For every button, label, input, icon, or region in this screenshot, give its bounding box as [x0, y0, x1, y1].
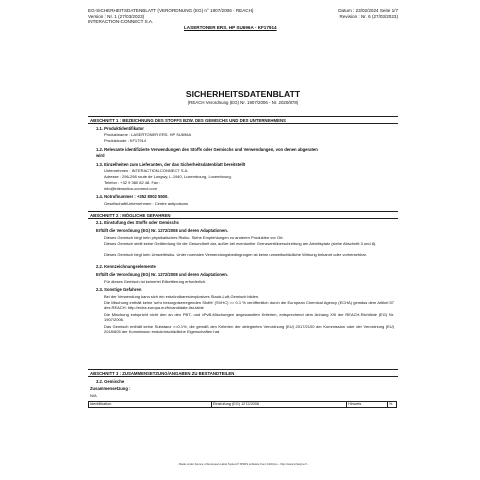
col-note: Hinweis: [347, 402, 388, 408]
section-3-2-heading: 3.2. Gemische: [96, 379, 125, 384]
section-2-2-regulation: Erfüllt die Verordnung (EG) Nr. 1272/2008 und deren Adaptationen.: [96, 272, 229, 277]
col-identification: Identifikation: [89, 402, 212, 408]
section-1-3-heading: 1.3. Einzelheiten zum Lieferanten, der das Sicherheitsdatenblatt bereitstellt: [96, 162, 246, 167]
section-1-2-heading-cont: wird: [96, 153, 105, 158]
environment-risk-text: Dieses Gemisch birgt kein Umweltrisiko. Unter normalen Verwendungsbedingungen ist keine umweltschädliche Wirkung bekannt oder vorhersehbar.: [104, 252, 367, 257]
col-classification: Einstufung (EG) 1272/2008: [212, 402, 347, 408]
section-2-title: ABSCHNITT 2 : MÖGLICHE GEFAHREN: [90, 212, 171, 218]
company-telephone: Telefon : +32 9 380 82 48. Fax : .: [104, 180, 163, 185]
company-address: Adresse : 296-298 route de Longwy, L-1940, Luxembourg, Luxembourg.: [104, 174, 232, 179]
product-code: Produktcode : KF17914: [104, 138, 147, 143]
composition-table: [88, 401, 397, 408]
section-2-heading: [88, 211, 398, 219]
dust-explosion-text: Bei der Verwendung kann sich ein entzündbares/explosives Staub-Luft-Gemisch bilden.: [104, 294, 260, 299]
section-3-title: ABSCHNITT 3 : ZUSAMMENSETZUNG/ANGABEN ZU BESTANDTEILEN: [90, 370, 235, 376]
pbt-vpvb-text: Die Mischung entspricht nicht den an den PBT- und vPvB-Mischungen angewandten Kriterien, entsprechend dem Anhang XIII der REACH-Richtlinie (EG) Nr. 1907/2006.: [104, 312, 394, 322]
page-footer: - Made under licence of European Label System® MSDS software from InfoDyne - http://www.infodyne.fr -: [177, 462, 309, 466]
section-1-1-heading: 1.1. Produktidentifikator: [96, 126, 144, 131]
section-2-2-heading: 2.2. Kennzeichnungselemente: [96, 264, 156, 269]
physical-risk-text: Dieses Gemisch birgt kein physikalisches Risiko. Siehe Empfehlungen zu anderen Produkten vor Ort.: [104, 235, 284, 240]
header-revision: Revision : Nr. 6 (27/03/2023): [339, 13, 398, 19]
document-header-right: [338, 8, 398, 19]
section-1-heading: [88, 116, 398, 124]
emergency-organisation: Gesellschaft/Unternehmen : Centre antipoisons: [104, 201, 189, 206]
labelling-text: Für dieses Gemisch ist keinerlei Etikettierung erforderlich.: [104, 279, 207, 284]
col-percent: %: [388, 402, 397, 408]
company-name: Unternehmen : INTERACTION-CONNECT S.A.: [104, 168, 189, 173]
section-1-2-heading: 1.2. Relevante identifizierte Verwendungen des Stoffs oder Gemischs und Verwendungen, von denen abgeraten: [96, 147, 318, 152]
table-header-row: [89, 402, 397, 408]
company-email[interactable]: info@interaction-connect.com: [104, 186, 157, 191]
document-header-left: [88, 8, 253, 25]
composition-na: N/A: [90, 393, 97, 398]
header-doc-type: EG-SICHERHEITSDATENBLATT (VERORDNUNG (EG) n° 1907/2006 - REACH): [88, 8, 254, 13]
product-name: Produktname : LASERTONER ERS. HP SU696A: [104, 132, 192, 137]
health-risk-text: Dieses Gemisch stellt keine Gefährdung für die Gesundheit dar, außer bei eventueller Grenzwertüberschreitung am Arbeitsplatz (siehe Abschnitt 3 und 8).: [104, 241, 377, 246]
section-3-heading: [88, 369, 398, 377]
header-date-page: Datum : 23/02/2024 Seite 1/7: [338, 8, 398, 13]
section-1-title: ABSCHNITT 1 : BEZEICHNUNG DES STOFFS BZW. DES GEMISCHS UND DES UNTERNEHMENS: [90, 117, 286, 123]
section-2-1-heading: 2.1. Einstufung des Stoffs oder Gemischs: [96, 220, 179, 225]
header-company: INTERACTION-CONNECT S.A.: [88, 19, 154, 25]
page-title: SICHERHEITSDATENBLATT: [185, 89, 301, 99]
page-subtitle: (REACH Verordnung (EG) Nr. 1907/2006 - Nr. 2020/878): [187, 100, 299, 105]
section-2-1-regulation: Erfüllt die Verordnung (EG) Nr. 1272/2008 und deren Adaptationen.: [96, 228, 229, 233]
endocrine-text: Das Gemisch enthält keine Substanz >=0.1%, die gemäß den Kriterien der delegierten Verordnung (EU) 2017/2100 der Kommission oder der Verordnung (EU) 2018/605 der Kommission endokrinschädliche Eigenschaften hat.: [104, 324, 394, 334]
header-product-line: LASERTONER ERS. HP SU696A - KF17914: [184, 25, 277, 30]
header-version: Version : Nr. 1 (27/03/2023): [88, 13, 145, 19]
emergency-number: 1.4. Notrufnummer : +352 8002 5500.: [96, 194, 169, 199]
composition-label: Zusammensetzung :: [90, 386, 131, 391]
svhc-text: Die Mischung enthält keine 'sehr besorgniserregenden Stoffe' (SVHC) >= 0.1 % veröffentlich durch die European Chemical Agency (ECHA) gemäss dem Artikel 57 des REACH: http://echa.europa.eu/fr/candidate-list-table: [104, 300, 394, 310]
sds-page: [88, 0, 398, 480]
section-2-3-heading: 2.3. Sonstige Gefahren: [96, 287, 142, 292]
